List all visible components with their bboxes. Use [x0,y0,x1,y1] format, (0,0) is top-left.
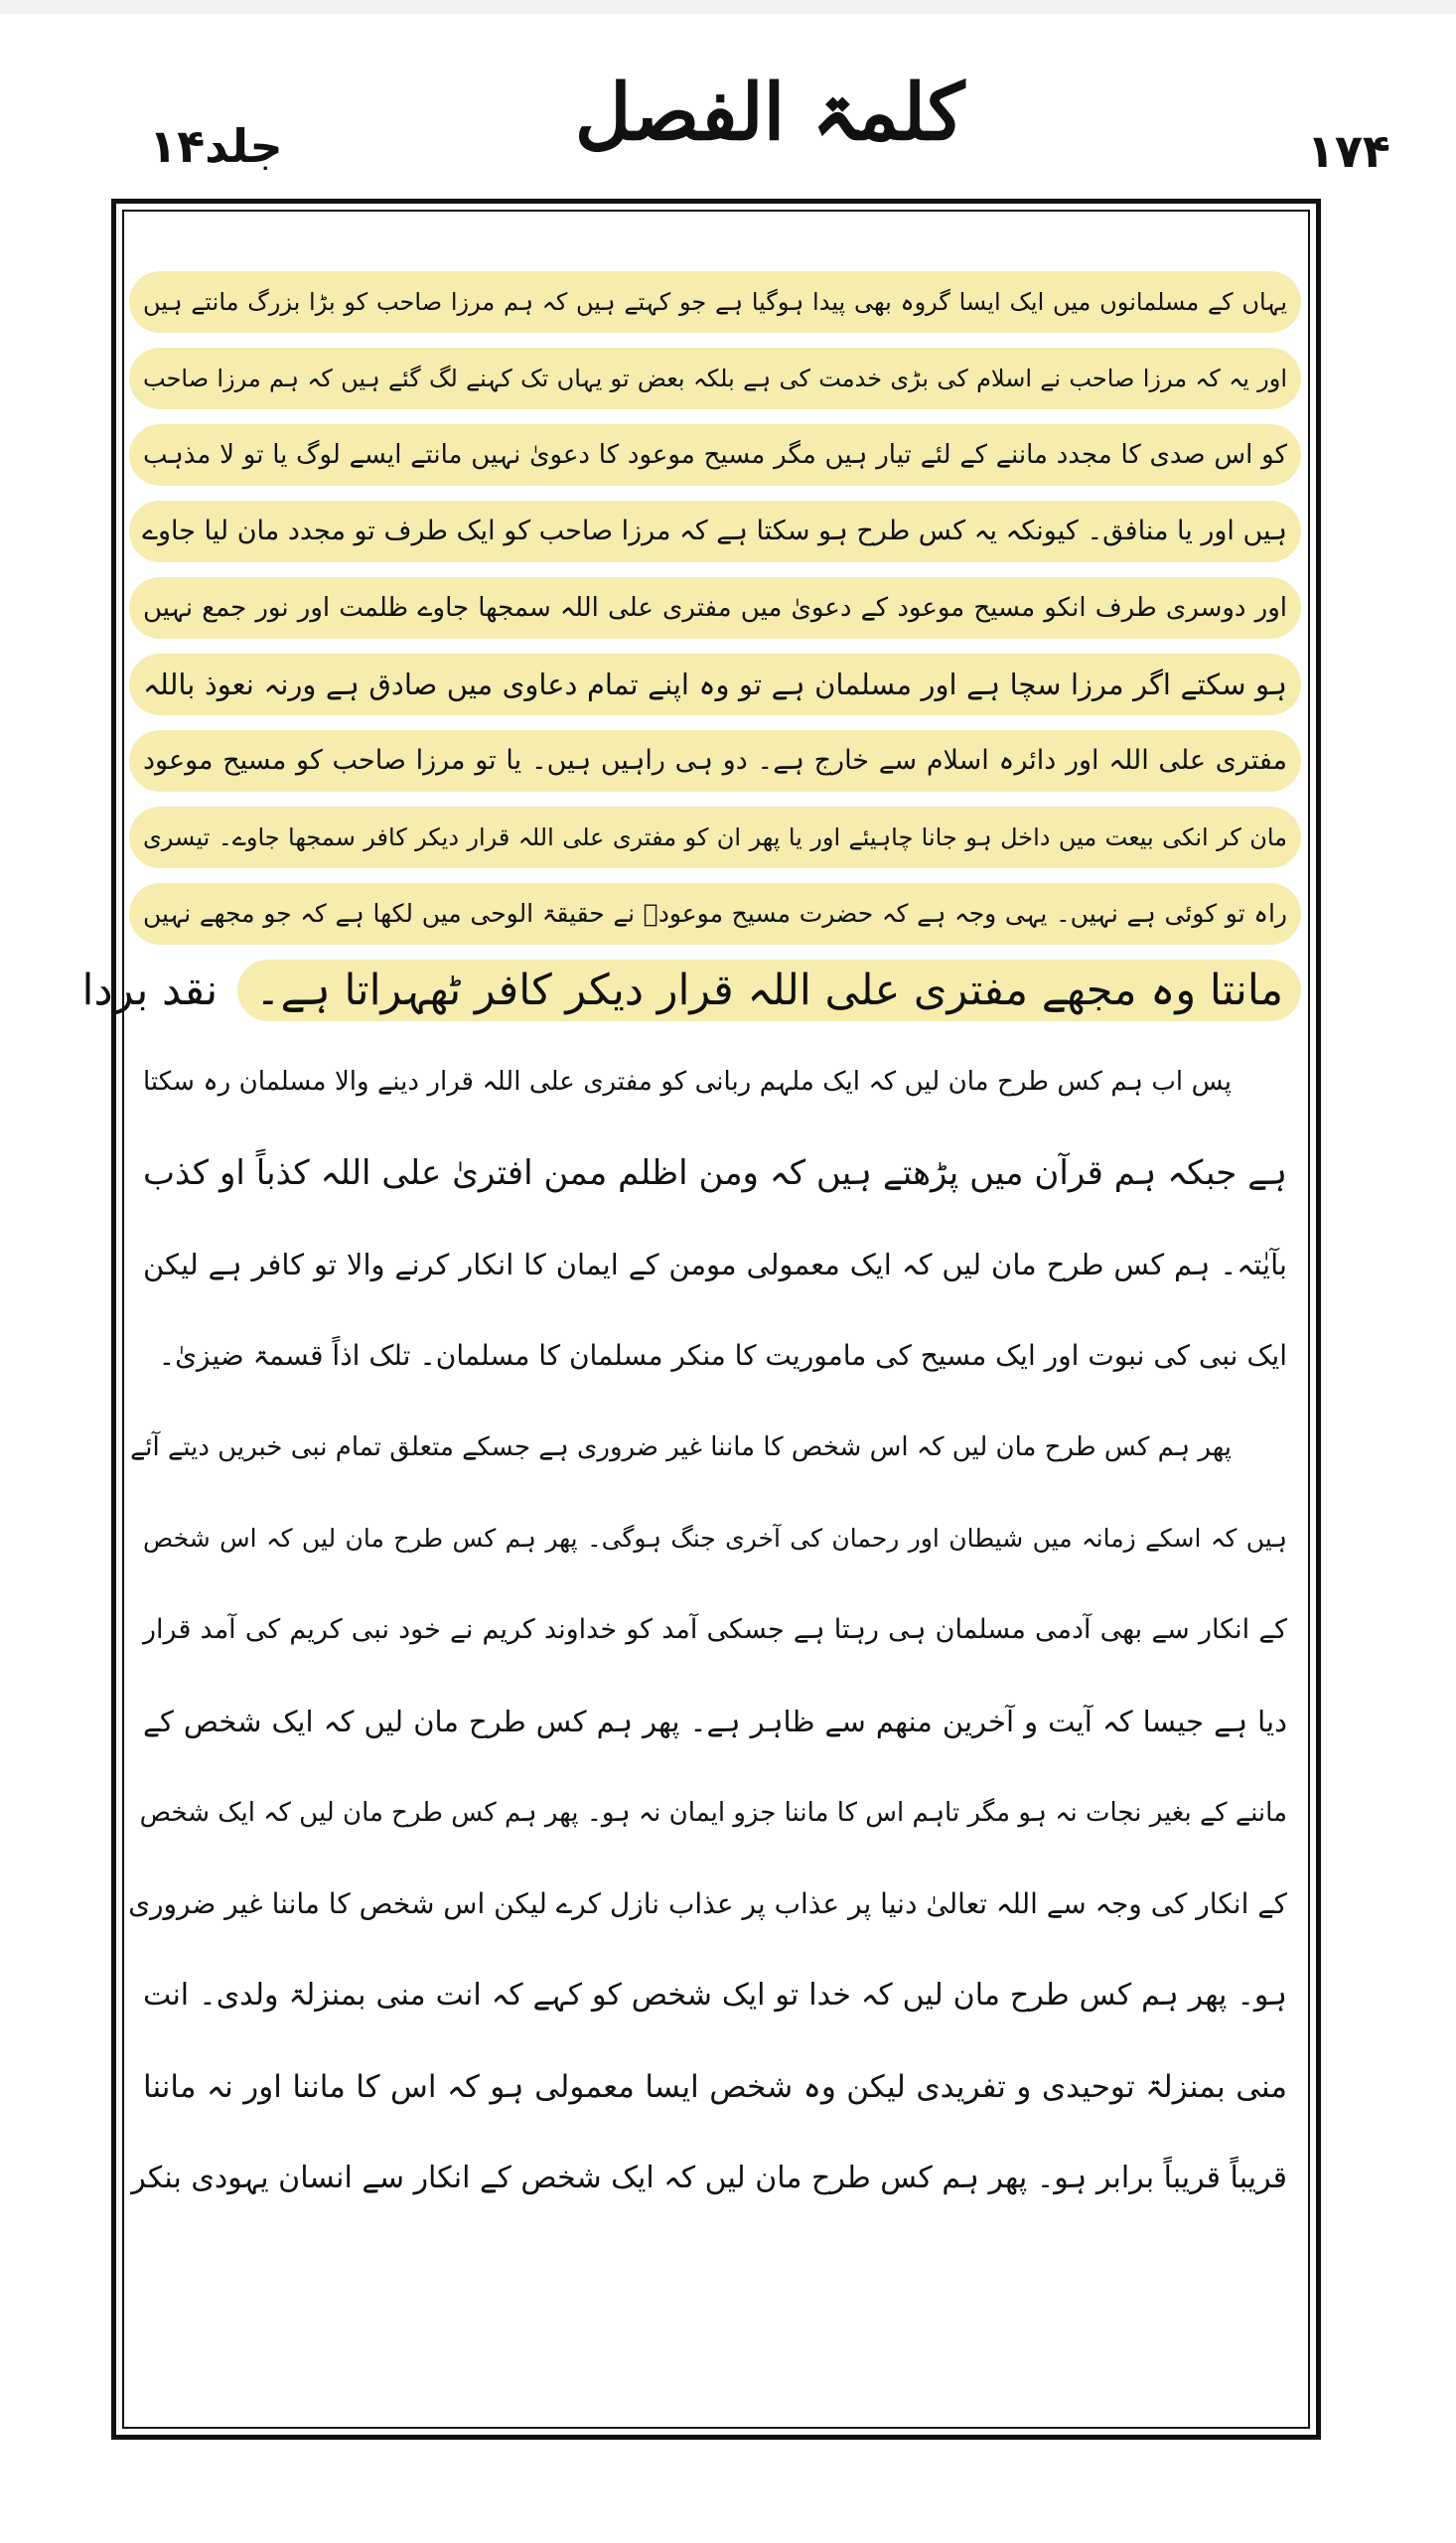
body-line: ماننے کے بغیر نجات نہ ہو مگر تاہم اس کا ماننا جزو ایمان نہ ہو۔ پھر ہم کس طرح مان لیں کہ ایک شخص [139,1798,1287,1828]
body-line: بآیٰتہ۔ ہم کس طرح مان لیں کہ ایک معمولی مومن کے ایمان کا انکار کرنے والا تو کافر ہے لیکن [143,1248,1287,1281]
highlighted-line: کو اس صدی کا مجدد ماننے کے لئے تیار ہیں مگر مسیح موعود کا دعویٰ نہیں مانتے ایسے لوگ یا تو لا مذہب [129,424,1301,486]
body-line: منی بمنزلۃ توحیدی و تفریدی لیکن وہ شخص ایسا معمولی ہو کہ اس کا ماننا اور نہ ماننا [143,2069,1287,2105]
body-line: ہو۔ پھر ہم کس طرح مان لیں کہ خدا تو ایک شخص کو کہے کہ انت منی بمنزلۃ ولدی۔ انت [143,1978,1287,2013]
highlighted-line: راہ تو کوئی ہے نہیں۔ یہی وجہ ہے کہ حضرت مسیح موعودؑ نے حقیقۃ الوحی میں لکھا ہے کہ جو مجھے نہیں [129,883,1301,945]
highlighted-line: یہاں کے مسلمانوں میں ایک ایسا گروہ بھی پیدا ہوگیا ہے جو کہتے ہیں کہ ہم مرزا صاحب کو بڑا بزرگ مانتے ہیں [129,271,1301,333]
highlighted-line: مانتا وہ مجھے مفتری علی اللہ قرار دیکر کافر ٹھہراتا ہے۔ [237,960,1301,1021]
top-bar [0,0,1456,14]
highlighted-tail-row [81,960,1301,1021]
body-line: کے انکار سے بھی آدمی مسلمان ہی رہتا ہے جسکی آمد کو خداوند کریم نے خود نبی کریم کی آمد قرار [143,1614,1287,1645]
body-text [129,1036,1301,2224]
highlighted-line: ہیں اور یا منافق۔ کیونکہ یہ کس طرح ہو سکتا ہے کہ مرزا صاحب کو ایک طرف تو مجدد مان لیا جاوے [129,501,1301,562]
highlighted-paragraph [81,271,1301,1021]
page-content [81,256,1301,2224]
book-title: کلمۃ الفصل [574,68,965,158]
body-line: ایک نبی کی نبوت اور ایک مسیح کی ماموریت کا منکر مسلمان کا مسلمان۔ تلک اذاً قسمۃ ضیزیٰ۔ [158,1339,1287,1372]
body-line: پھر ہم کس طرح مان لیں کہ اس شخص کا ماننا غیر ضروری ہے جسکے متعلق تمام نبی خبریں دیتے آئے [130,1432,1232,1462]
body-line: ہیں کہ اسکے زمانہ میں شیطان اور رحمان کی آخری جنگ ہوگی۔ پھر ہم کس طرح مان لیں کہ اس شخص [143,1524,1287,1553]
volume-label: جلد۱۴ [149,119,283,173]
page-header [149,40,1390,199]
body-line: ہے جبکہ ہم قرآن میں پڑھتے ہیں کہ ومن اظلم ممن افتریٰ علی اللہ کذباً او کذب [143,1153,1287,1193]
body-line: کے انکار کی وجہ سے اللہ تعالیٰ دنیا پر عذاب پر عذاب نازل کرے لیکن اس شخص کا ماننا غیر ضروری [128,1887,1287,1920]
highlighted-line: مان کر انکی بیعت میں داخل ہو جانا چاہیئے اور یا پھر ان کو مفتری علی اللہ قرار دیکر کافر سمجھا جاوے۔ تیسری [129,807,1301,868]
page-number: ۱۷۴ [1306,124,1390,178]
body-line: قریباً قریباً برابر ہو۔ پھر ہم کس طرح مان لیں کہ ایک شخص کے انکار سے انسان یہودی بنکر [131,2161,1287,2195]
highlighted-line: اور دوسری طرف انکو مسیح موعود کے دعویٰ میں مفتری علی اللہ سمجھا جاوے ظلمت اور نور جمع نہیں [129,577,1301,639]
highlighted-line: مفتری علی اللہ اور دائرہ اسلام سے خارج ہے۔ دو ہی راہیں ہیں۔ یا تو مرزا صاحب کو مسیح موعود [129,730,1301,792]
body-line: پس اب ہم کس طرح مان لیں کہ ایک ملہم ربانی کو مفتری علی اللہ قرار دینے والا مسلمان رہ سکتا [143,1067,1232,1097]
highlighted-line: اور یہ کہ مرزا صاحب نے اسلام کی بڑی خدمت کی ہے بلکہ بعض تو یہاں تک کہنے لگ گئے ہیں کہ ہم مرزا صاحب [129,348,1301,409]
body-line: دیا ہے جیسا کہ آیت و آخرین منھم سے ظاہر ہے۔ پھر ہم کس طرح مان لیں کہ ایک شخص کے [143,1705,1287,1738]
highlighted-line: ہو سکتے اگر مرزا سچا ہے اور مسلمان ہے تو وہ اپنے تمام دعاوی میں صادق ہے ورنہ نعوذ باللہ [129,654,1301,715]
quote-source-note: نقد بردا [81,966,218,1015]
